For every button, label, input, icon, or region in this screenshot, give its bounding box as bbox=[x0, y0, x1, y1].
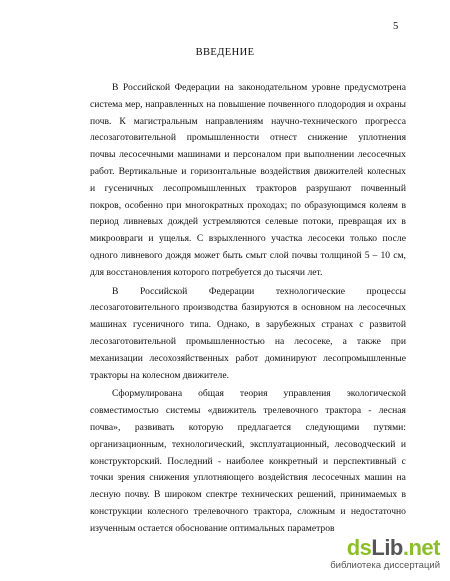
text-line: система мер, направленных на повышение почвенного плодородия и охраны bbox=[90, 98, 406, 110]
text-line: работ. Вертикальные и горизонтальные воздействия движителей колесных bbox=[90, 165, 406, 177]
watermark-logo bbox=[330, 537, 440, 559]
text-line: тракторы на колесном движителе. bbox=[90, 369, 230, 381]
text-line: конструкторский. Последний - наиболее конкретный и перспективный с bbox=[90, 455, 406, 467]
text-line: почвы лесосечными машинами и персоналом при выполнении лесосечных bbox=[90, 149, 406, 161]
text-line: изученным остается обоснование оптимальных параметров bbox=[90, 522, 335, 534]
body-text bbox=[90, 80, 406, 538]
text-line: организационным, технологический, эксплуатационный, лесоводческий и bbox=[90, 438, 406, 450]
text-line: покров, особенно при многократных проходах; по образующимся колеям в bbox=[90, 199, 406, 211]
text-line: машинах гусеничного типа. Однако, в зарубежных странах с развитой bbox=[90, 319, 406, 331]
page-number: 5 bbox=[393, 21, 399, 32]
text-line: В Российской Федерации на законодательном уровне предусмотрена bbox=[112, 82, 406, 93]
text-line: лесозаготовительной промышленностью на лесосеке, а также при bbox=[90, 335, 406, 347]
text-line: микроовраги и ущелья. С взрыхленного участка лесосеки только после bbox=[90, 233, 406, 245]
watermark-tagline: библиотека диссертаций bbox=[330, 560, 440, 571]
section-heading: ВВЕДЕНИЕ bbox=[195, 47, 255, 58]
text-line: лесозаготовительной промышленности отнест снижение уплотнения bbox=[90, 132, 406, 144]
text-line: период ливневых дождей устремляются селевые потоки, превращая их в bbox=[90, 216, 406, 228]
text-line: почва», развивать которую предлагается следующими путями: bbox=[90, 421, 406, 433]
watermark-logo-net: .net bbox=[402, 535, 440, 560]
watermark-logo-lib: Lib bbox=[371, 535, 403, 560]
text-line: почв. К магистральным направлениям научно-технического прогресса bbox=[90, 115, 406, 127]
watermark-logo-ds: ds bbox=[346, 535, 372, 560]
text-line: одного ливневого дождя может быть смыт слой почвы толщиной 5 – 10 см, bbox=[90, 249, 406, 261]
text-line: и гусеничных лесопромышленных тракторов разрушают почвенный bbox=[90, 182, 406, 194]
text-line: точки зрения снижения уплотняющего воздействия лесосечных машин на bbox=[90, 472, 406, 484]
text-line: лесную почву. В широком спектре технических решений, принимаемых в bbox=[90, 489, 406, 501]
text-line: конструкции колесного трелевочного трактора, сложным и недостаточно bbox=[90, 505, 406, 517]
text-line: Сформулирована общая теория управления экологической bbox=[112, 388, 406, 400]
text-line: В Российской Федерации технологические процессы bbox=[112, 285, 406, 297]
text-line: для восстановления которого потребуется до тысячи лет. bbox=[90, 266, 323, 278]
text-line: совместимостью системы «движитель трелевочного трактора - лесная bbox=[90, 405, 406, 417]
text-line: лесозаготовительного производства базируются в основном на лесосечных bbox=[90, 302, 406, 314]
text-line: механизации лесохозяйственных работ доминируют лесопромышленные bbox=[90, 352, 406, 364]
site-watermark bbox=[330, 537, 440, 571]
